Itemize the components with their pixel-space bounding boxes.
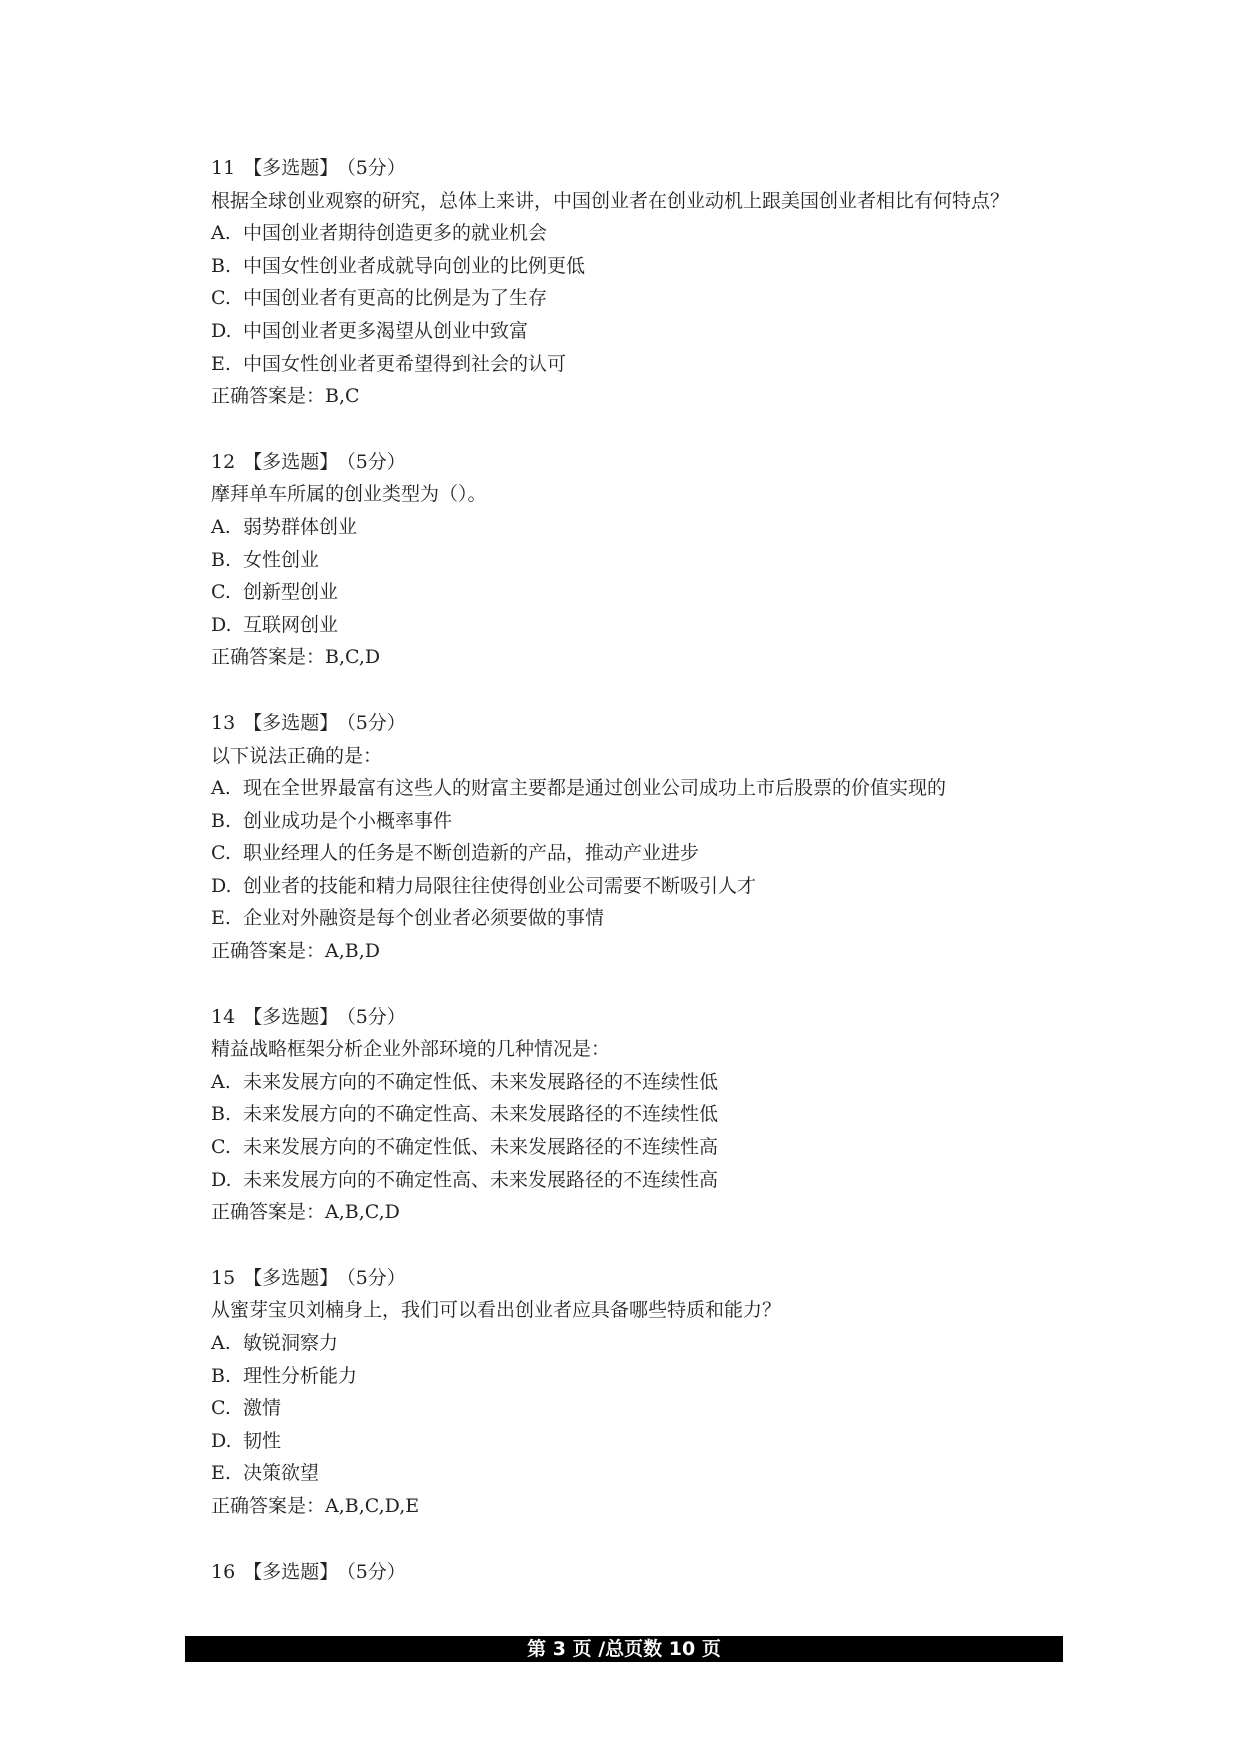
answer-option bbox=[211, 1457, 1071, 1490]
option-letter: C. bbox=[211, 842, 231, 865]
answer-option bbox=[211, 1066, 1071, 1099]
option-text: 女性创业 bbox=[243, 548, 320, 571]
question-header bbox=[211, 152, 1071, 185]
option-letter: D. bbox=[211, 319, 232, 342]
option-letter: D. bbox=[211, 1429, 232, 1452]
option-text: 中国女性创业者成就导向创业的比例更低 bbox=[243, 254, 586, 277]
answer-option bbox=[211, 902, 1071, 935]
answer-option bbox=[211, 1425, 1071, 1458]
correct-answer: 正确答案是：A,B,D bbox=[211, 940, 380, 963]
option-letter: C. bbox=[211, 581, 231, 604]
answer-option bbox=[211, 348, 1071, 381]
option-text: 弱势群体创业 bbox=[243, 515, 358, 538]
question-list bbox=[211, 152, 1071, 1621]
answer-option bbox=[211, 250, 1071, 283]
question-stem: 以下说法正确的是： bbox=[211, 744, 383, 767]
question-block bbox=[211, 1556, 1071, 1589]
option-text: 韧性 bbox=[243, 1429, 282, 1452]
answer-option bbox=[211, 282, 1071, 315]
answer-option bbox=[211, 315, 1071, 348]
option-letter: E. bbox=[211, 352, 231, 375]
question-stem: 精益战略框架分析企业外部环境的几种情况是： bbox=[211, 1038, 611, 1061]
option-text: 敏锐洞察力 bbox=[243, 1332, 339, 1354]
option-letter: B. bbox=[211, 1103, 232, 1126]
page-indicator: 第 3 页 /总页数 10 页 bbox=[527, 1638, 721, 1660]
answer-option bbox=[211, 870, 1071, 903]
question-type: 【多选题】 bbox=[243, 1005, 339, 1028]
question-type: 【多选题】 bbox=[243, 711, 339, 734]
question-header bbox=[211, 1556, 1071, 1589]
answer-option bbox=[211, 576, 1071, 609]
question-score: （5分） bbox=[346, 711, 406, 734]
option-letter: D. bbox=[211, 1168, 232, 1191]
correct-answer: 正确答案是：A,B,C,D bbox=[211, 1201, 400, 1224]
option-text: 中国创业者有更高的比例是为了生存 bbox=[243, 287, 548, 310]
question-header bbox=[211, 1262, 1071, 1295]
option-text: 决策欲望 bbox=[243, 1462, 320, 1485]
question-block bbox=[211, 707, 1071, 968]
option-text: 中国创业者期待创造更多的就业机会 bbox=[243, 222, 548, 245]
option-text: 未来发展方向的不确定性高、未来发展路径的不连续性高 bbox=[243, 1168, 719, 1191]
question-number: 16 bbox=[211, 1560, 236, 1583]
question-score: （5分） bbox=[346, 1005, 406, 1028]
question-type: 【多选题】 bbox=[243, 157, 339, 179]
option-text: 职业经理人的任务是不断创造新的产品，推动产业进步 bbox=[243, 842, 700, 865]
answer-option bbox=[211, 544, 1071, 577]
question-block bbox=[211, 446, 1071, 674]
option-text: 创业成功是个小概率事件 bbox=[243, 809, 453, 832]
answer-option bbox=[211, 805, 1071, 838]
answer-option bbox=[211, 1131, 1071, 1164]
question-number: 13 bbox=[211, 711, 236, 734]
question-number: 14 bbox=[211, 1005, 236, 1028]
option-letter: C. bbox=[211, 1397, 231, 1420]
question-score: （5分） bbox=[346, 157, 406, 179]
option-letter: B. bbox=[211, 548, 232, 571]
question-score: （5分） bbox=[346, 1560, 406, 1583]
option-text: 创新型创业 bbox=[243, 581, 339, 604]
option-text: 未来发展方向的不确定性低、未来发展路径的不连续性高 bbox=[243, 1136, 719, 1159]
correct-answer: 正确答案是：B,C bbox=[211, 385, 360, 408]
option-letter: E. bbox=[211, 1462, 231, 1485]
option-letter: A. bbox=[211, 1332, 231, 1354]
answer-option bbox=[211, 1392, 1071, 1425]
option-letter: C. bbox=[211, 1136, 231, 1159]
option-text: 创业者的技能和精力局限往往使得创业公司需要不断吸引人才 bbox=[243, 874, 757, 897]
question-type: 【多选题】 bbox=[243, 450, 339, 473]
option-text: 互联网创业 bbox=[243, 613, 339, 636]
option-text: 中国创业者更多渴望从创业中致富 bbox=[243, 319, 529, 342]
option-letter: D. bbox=[211, 613, 232, 636]
correct-answer: 正确答案是：A,B,C,D,E bbox=[211, 1494, 420, 1517]
option-letter: A. bbox=[211, 1070, 231, 1093]
option-letter: C. bbox=[211, 287, 231, 310]
answer-option bbox=[211, 217, 1071, 250]
option-letter: A. bbox=[211, 515, 231, 538]
option-letter: A. bbox=[211, 222, 231, 245]
answer-option bbox=[211, 837, 1071, 870]
option-text: 现在全世界最富有这些人的财富主要都是通过创业公司成功上市后股票的价值实现的 bbox=[243, 777, 947, 800]
question-number: 11 bbox=[211, 157, 236, 179]
question-stem: 从蜜芽宝贝刘楠身上，我们可以看出创业者应具备哪些特质和能力？ bbox=[211, 1299, 782, 1322]
option-letter: B. bbox=[211, 254, 232, 277]
correct-answer: 正确答案是：B,C,D bbox=[211, 646, 381, 669]
question-score: （5分） bbox=[346, 450, 406, 473]
option-letter: B. bbox=[211, 1364, 232, 1387]
option-letter: D. bbox=[211, 874, 232, 897]
option-text: 激情 bbox=[243, 1397, 282, 1420]
question-block bbox=[211, 1262, 1071, 1523]
question-block bbox=[211, 1001, 1071, 1229]
question-block bbox=[211, 152, 1071, 413]
question-stem: 摩拜单车所属的创业类型为（）。 bbox=[211, 483, 487, 506]
question-type: 【多选题】 bbox=[243, 1560, 339, 1583]
option-text: 未来发展方向的不确定性低、未来发展路径的不连续性低 bbox=[243, 1070, 719, 1093]
answer-option bbox=[211, 772, 1071, 805]
option-letter: E. bbox=[211, 907, 231, 930]
question-header bbox=[211, 1001, 1071, 1034]
answer-option bbox=[211, 1164, 1071, 1197]
question-score: （5分） bbox=[346, 1266, 406, 1289]
question-number: 12 bbox=[211, 450, 236, 473]
question-type: 【多选题】 bbox=[243, 1266, 339, 1289]
answer-option bbox=[211, 609, 1071, 642]
question-stem: 根据全球创业观察的研究，总体上来讲，中国创业者在创业动机上跟美国创业者相比有何特点？ bbox=[211, 189, 1010, 212]
option-letter: A. bbox=[211, 777, 231, 800]
question-number: 15 bbox=[211, 1266, 236, 1289]
page-footer bbox=[185, 1636, 1063, 1662]
option-letter: B. bbox=[211, 809, 232, 832]
option-text: 中国女性创业者更希望得到社会的认可 bbox=[243, 352, 567, 375]
option-text: 企业对外融资是每个创业者必须要做的事情 bbox=[243, 907, 605, 930]
option-text: 未来发展方向的不确定性高、未来发展路径的不连续性低 bbox=[243, 1103, 719, 1126]
answer-option bbox=[211, 1098, 1071, 1131]
answer-option bbox=[211, 1360, 1071, 1393]
question-header bbox=[211, 707, 1071, 740]
answer-option bbox=[211, 1327, 1071, 1360]
question-header bbox=[211, 446, 1071, 479]
answer-option bbox=[211, 511, 1071, 544]
option-text: 理性分析能力 bbox=[243, 1364, 358, 1387]
